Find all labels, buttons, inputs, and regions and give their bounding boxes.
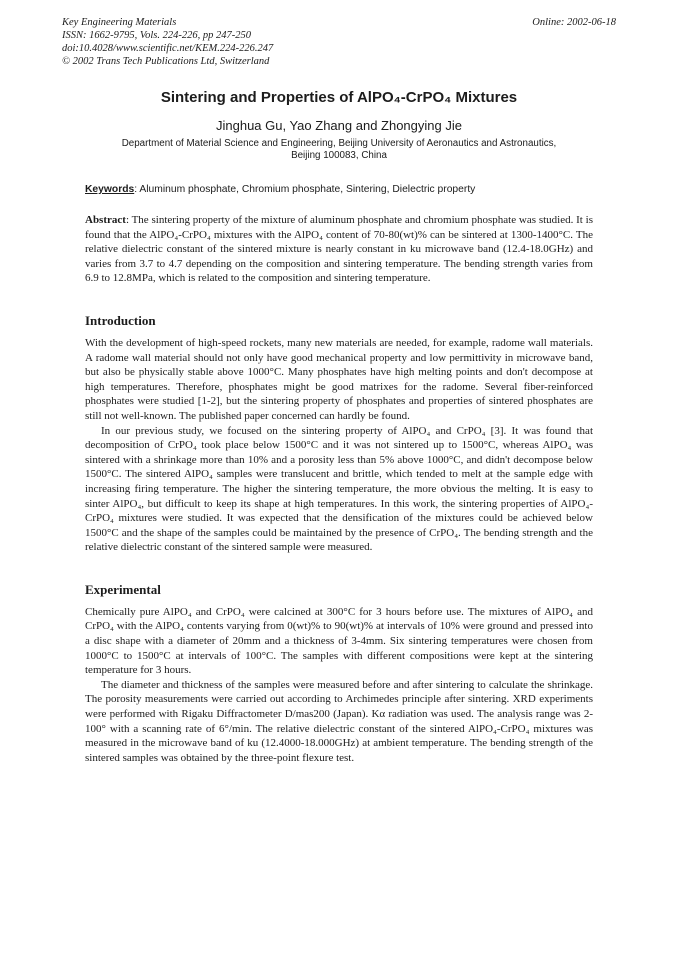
section-heading-experimental: Experimental: [85, 581, 161, 597]
keywords-label: Keywords: [85, 184, 135, 195]
introduction-paragraph-1: With the development of high-speed rockets, many new materials are needed, for example, radome wall materials. A radome wall material should not only have good mechanical property and low permittivity in microwave band, but also be physically stable above 1000°C. Many phosphates have high melting points and don't decompose at high temperatures. Therefore, phosphates might be good matrixes for the radome. Several fiber-reinforced phosphates were studied [1-2], but the sintering property of phosphates and properties of sintered phosphates are still not well-known. The published paper concerned can hardly be found.: [85, 336, 593, 422]
doi-line: doi:10.4028/www.scientific.net/KEM.224-226.247: [62, 43, 274, 54]
affiliation-block: [62, 138, 616, 162]
authors-line: Jinghua Gu, Yao Zhang and Zhongying Jie: [216, 118, 462, 133]
keywords-text: : Aluminum phosphate, Chromium phosphate, Sintering, Dielectric property: [134, 184, 476, 195]
experimental-paragraph-2: The diameter and thickness of the samples were measured before and after sintering to calculate the shrinkage. The porosity measurements were carried out according to Archimedes principle after sintering. XRD experiments were performed with Rigaku Diffractometer D/mas200 (Japan). Kα radiation was used. The analysis range was 2-100° with a scanning rate of 6°/min. The relative dielectric constant of the sintered AlPO₄-CrPO₄ mixtures was measured in the microwave band of ku (12.4000-18.000GHz) at ambient temperature. The bending strength of the sintered samples was obtained by the three-point flexure test.: [85, 678, 593, 764]
paper-title: Sintering and Properties of AlPO₄-CrPO₄ Mixtures: [160, 89, 518, 106]
affiliation-line-2: Beijing 100083, China: [291, 150, 387, 161]
abstract-label: Abstract: [85, 214, 126, 226]
copyright-line: © 2002 Trans Tech Publications Ltd, Switzerland: [62, 56, 270, 67]
issn-line: ISSN: 1662-9795, Vols. 224-226, pp 247-250: [62, 30, 251, 41]
keywords-line: [85, 183, 593, 196]
journal-header: [62, 16, 616, 68]
online-date: Online: 2002-06-18: [532, 17, 616, 28]
introduction-paragraph-2: In our previous study, we focused on the sintering property of AlPO₄ and CrPO₄ [3]. It was found that decomposition of CrPO₄ took place below 1500°C and it was not sintered up to 1500°C, whereas AlPO₄ was sintered with a shrinkage more than 10% and a porosity less than 5% above 1000°C, and didn't decompose below 1500°C. The sintered AlPO₄ samples were translucent and brittle, which tended to melt at the sample edge with increasing firing temperature. The higher the sintering temperature, the more obvious the melting. It is easy to sinter AlPO₄, but difficult to keep its shape at high temperatures. In this work, the sintering properties of AlPO₄-CrPO₄ mixtures were studied. It was expected that the densification of the mixtures could be achieved below 1500°C and the shape of the samples could be maintained by the presence of CrPO₄. The bending strength and the relative dielectric constant of the sintered sample were measured.: [85, 424, 593, 554]
experimental-paragraph-1: Chemically pure AlPO₄ and CrPO₄ were calcined at 300°C for 3 hours before use. The mixtures of AlPO₄ and CrPO₄ with the AlPO₄ contents varying from 0(wt)% to 90(wt)% at intervals of 10% were ground and pressed into a disc shape with a diameter of 20mm and a thickness of 3-4mm. Six sintering temperatures were chosen from 1000°C to 1500°C at intervals of 100°C. The samples with different compositions were kept at the sintering temperature for 3 hours.: [85, 605, 593, 677]
journal-name: Key Engineering Materials: [62, 17, 177, 28]
affiliation-line-1: Department of Material Science and Engineering, Beijing University of Aeronautics and Astronautics,: [121, 138, 557, 149]
journal-meta-block: [62, 16, 273, 68]
abstract-paragraph: [85, 213, 593, 286]
abstract-text: : The sintering property of the mixture of aluminum phosphate and chromium phosphate was studied. It is found that the AlPO₄-CrPO₄ mixtures with the AlPO₄ content of 70-80(wt)% can be sintered at 1300-1400°C. The relative dielectric constant of the sintered mixture is nearly constant in ku microwave band (12.4-18.0GHz) and varies from 3.7 to 4.7 depending on the composition and sintering temperature. The bending strength varies from 6.9 to 12.8MPa, which is related to the composition and sintering temperature.: [85, 214, 593, 285]
section-heading-introduction: Introduction: [85, 312, 156, 328]
